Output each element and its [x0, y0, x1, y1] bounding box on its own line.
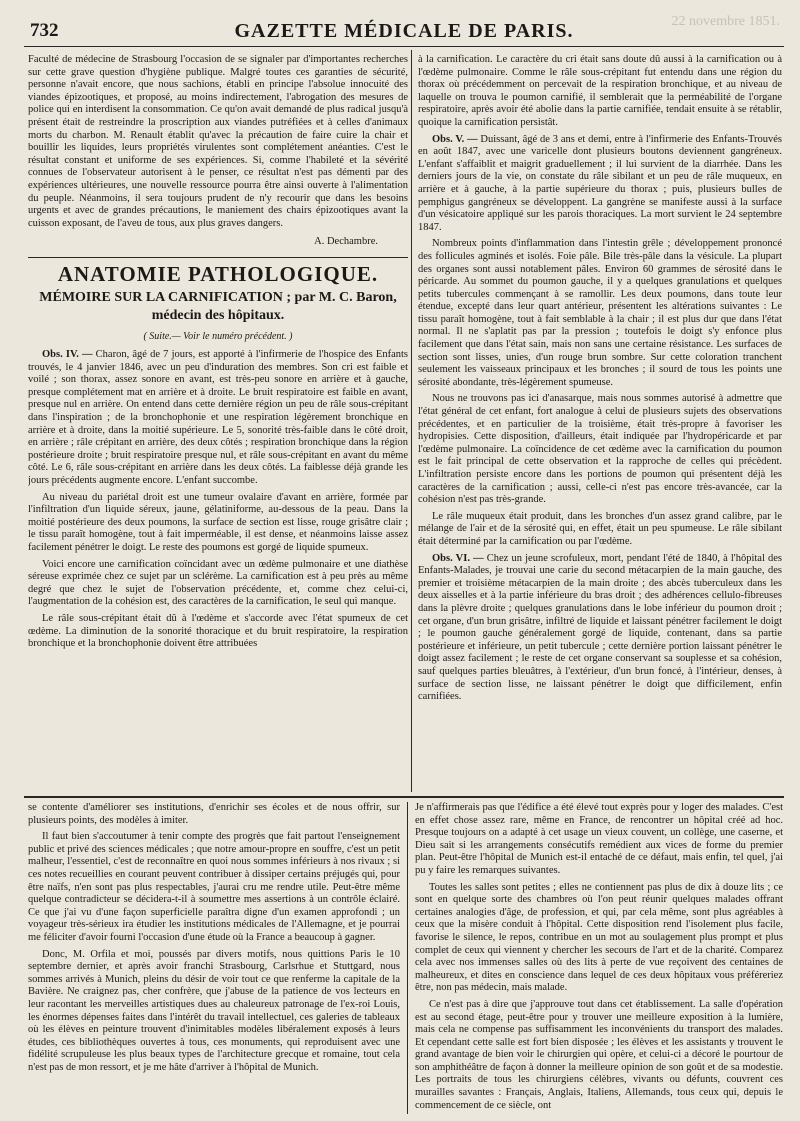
continuation-note: ( Suite.— Voir le numéro précédent. ) [143, 330, 293, 342]
observation-text: Chez un jeune scrofuleux, mort, pendant l'été de 1840, à l'hôpital des Enfants-Malades, je trouvai une carie du second métacarpien de la main gauche, des premier et troisième métacarpien de la main droite ; des abcès tuberculeux dans les deux aisselles et à la partie inférieure du bras droit ; des adhérences cellulo-fibreuses dans la plèvre droite ; quelques granulations dans le lobe inférieur du poumon droit ; cet organe, d'un brun grisâtre, infiltré de liquide et laissant pénétrer facilement le doigt ; le poumon gauche généralement gorgé de liquide, contenant, dans sa partie postérieure et inférieure, un petit tubercule ; cette dernière portion laissant pénétrer le doigt assez facilement ; le reste de cet organe conservant sa souplesse et sa cohésion, sauf quelques parties bleuâtres, à l'extérieur, d'un brun foncé, à l'intérieur, denses, à surface de section lisse, ne laissant pénétrer le doigt que difficilement, enfin carnifiées. [418, 552, 782, 703]
observation-label: Obs. V. — [432, 133, 478, 145]
paragraph: Toutes les salles sont petites ; elles ne contiennent pas plus de dix à douze lits ; ce sont en quelque sorte des chambres où l'on peut réunir quelques malades offrant certaines analogies d'âge, de profession, et qui, par cela même, sont plus agréables à ceux que la misère conduit à l'hôpital. Cette disposition rend l'isolement plus facile, favorise le silence, le repos, contribue en un mot au soulagement plus prompt et plus complet de ceux qui viennent y chercher les secours de l'art et de la charité. Comparez cela avec nos immenses salles où des lits à perte de vue reçoivent des centaines de malheureux, et dites en conscience dans lequel de ces deux hôpitaux vous préféreriez être, non pas médecin, mais malade. [415, 881, 783, 994]
paragraph: Nombreux points d'inflammation dans l'intestin grêle ; développement prononcé des follicules agminés et isolés. Foie pâle. Bile très-pâle dans la vésicule. La plupart des organes sont aussi notablement pâles. Environ 60 grammes de sérosité dans le péricarde. Au sommet du poumon gauche, il y a quelques granulations et quelques petits tubercules commençant à se ramollir. Les deux poumons, dans toute leur étendue, excepté dans leur quart antérieur, présentent les altérations suivantes : Le tissu paraît homogène, tout à fait semblable à la chair ; il est plus dur que dans l'état normal. Il ne s'aplatit pas par la pression ; toutefois le doigt s'y enfonce plus facilement que dans l'état sain, mais non sans une certaine résistance. Les surfaces de section sont lisses, unies, d'un rouge brun sombre. Sur cette coloration tranchent seulement les vaisseaux principaux et les bronches ; il sourd de tous les points une sérosité abondante, très-légèrement spumeuse. [418, 238, 782, 388]
column-top-right [418, 54, 782, 794]
column-divider-bottom [407, 802, 408, 1114]
observation-paragraph [418, 134, 782, 235]
column-divider-top [411, 50, 412, 792]
paragraph: Au niveau du pariétal droit est une tumeur ovalaire d'avant en arrière, formée par l'infiltration d'un liquide séreux, jaune, gélatiniforme, au-dessous de la peau. Dans la moitié postérieure des deux poumons, la surface de section est lisse, rouge grisâtre clair ; le tissu paraît homogène, tout à fait imperméable, il est dense, et néanmoins laisse assez facilement pénétrer le doigt. Le reste des poumons est gorgé de liquide spumeux. [28, 491, 408, 553]
paragraph: Faculté de médecine de Strasbourg l'occasion de se signaler par d'importantes recherches sur cette grave question d'hygiène publique. Malgré toutes ces garanties de sécurité, personne n'avait encore, que nous sachions, établi en principe l'absolue innocuité des viandes épizootiques, et proposé, au moins indirectement, l'abrogation des mesures de police qui en interdisent la consommation. Ce qu'on avait demandé de plus radical jusqu'à présent était de restreindre la proscription aux viandes putréfiées et à celles d'animaux morts du charbon. M. Renault établit qu'avec la précaution de faire cuire la chair et bouillir les liquides, leurs propriétés virulentes sont complétement anéanties. C'est le résultat constant et uniforme de ses expériences. Si, comme l'habileté et la sévérité connues de l'observateur autorisent à le penser, ce résultat n'est pas démenti par des expériences ultérieures, une nouvelle ressource pourra être ainsi ouverte à l'alimentation du peuple. Néanmoins, il sera toujours prudent de n'y recourir que dans les besoins urgents et avec de grandes précautions, le maniement des chairs épizootiques avant la cuisson exposant, de l'aveu de tous, aux plus graves dangers. [28, 54, 408, 229]
paragraph: Nous ne trouvons pas ici d'anasarque, mais nous sommes autorisé à admettre que l'état général de cet enfant, fort analogue à celui de plusieurs sujets des observations précédentes, et en particulier de la troisième, était très-propre à favoriser les hydropisies. Cette disposition, d'ailleurs, était indiquée par l'hydropéricarde et par l'œdème pulmonaire. La coïncidence de cet œdème avec la carnification du poumon est le fait principal de cette observation et la rapproche de celles qui précèdent. L'infiltration persiste encore dans les portions de poumon qui présentent déjà les caractères de la carnification ; aussi, celle-ci n'est pas encore très-avancée, car la cohésion n'est pas très-grande. [418, 393, 782, 506]
paragraph: Voici encore une carnification coïncidant avec un œdème pulmonaire et une diathèse séreuse exprimée chez ce sujet par un sclérème. La carnification est à peu près au même degré que chez le sujet de l'observation précédente, et, comme chez celui-ci, l'augmentation de la cohésion est, des caractères de la carnification, le seul qui manque. [28, 558, 408, 608]
paragraph: Le râle muqueux était produit, dans les bronches d'un assez grand calibre, par le mélange de l'air et de la sérosité qui, en effet, était un peu spumeuse. Le râle sibilant était déterminé par la carnification ou par l'œdème. [418, 510, 782, 547]
paragraph: Ce n'est pas à dire que j'approuve tout dans cet établissement. La salle d'opération est au second étage, peut-être pour y trouver une meilleure exposition à la lumière, mais cela ne compense pas suffisamment les inconvénients du transport des malades. Et cependant cette salle est fort bien disposée ; les élèves et les assistants y trouvent le grand avantage de bien voir le chirurgien qui opère, et celui-ci a décoré le pourtour de son amphithéâtre de façon à donner la meilleure opinion de son goût et de sa modestie. Les portraits de tous les chirurgiens célèbres, vivants ou défunts, couvrent ces murailles savantes : Français, Anglais, Italiens, Allemands, tous ceux qui, depuis le commencement de ce siècle, ont [415, 998, 783, 1111]
page-number: 732 [30, 20, 59, 41]
column-bottom-right [415, 802, 783, 1117]
author-signature: A. Dechambre. [314, 236, 378, 248]
paragraph: à la carnification. Le caractère du cri était sans doute dû aussi à la carnification ou à l'œdème pulmonaire. Comme le râle sous-crépitant fut entendu dans une région du thorax où précédemment on percevait de la respiration bronchique, et au niveau de laquelle on trouva le poumon carnifié, il semblerait que la perméabilité de l'organe respiratoire, après avoir été abolie dans la partie carnifiée, tendait ensuite à se rétablir, quoique la carnification persistât. [418, 54, 782, 128]
observation-label: Obs. VI. — [432, 552, 484, 564]
paragraph: se contente d'améliorer ses institutions, d'enrichir ses écoles et de nous offrir, sur plusieurs points, des modèles à imiter. [28, 802, 400, 826]
journal-title: GAZETTE MÉDICALE DE PARIS. [234, 20, 574, 42]
observation-paragraph [28, 349, 408, 488]
bleed-through-text: 22 novembre 1851. [671, 14, 780, 29]
page-header [24, 12, 784, 47]
paragraph: Je n'affirmerais pas que l'édifice a été élevé tout exprès pour y loger des malades. C'est en effet chose assez rare, même en France, de rencontrer un hôpital créé ad hoc. Presque toujours on a adapté à cet usage un vieux couvent, un collège, une caserne, et Dieu sait si les arrangements consécutifs remédient aux vices de forme du premier plan. Peut-être l'hôpital de Munich est-il entaché de ce défaut, mais enfin, tel quel, j'ai pu y faire les remarques suivantes. [415, 802, 783, 876]
observation-text: Duissant, âgé de 3 ans et demi, entre à l'infirmerie des Enfants-Trouvés en août 1847, avec une varicelle dont plusieurs boutons deviennent gangréneux. L'enfant s'affaiblit et maigrit graduellement ; il lui survient de la diarrhée. Dans les derniers jours de la vie, on constate du râle sibilant et un peu de râle muqueux, en arrière et à gauche, à la partie supérieure du thorax ; puis, plusieurs bulles de pemphigus gangréneux se développent. La gangrène se manifeste aussi à la surface d'un vésicatoire appliqué sur les parois thoraciques. La mort survient le 24 septembre 1847. [418, 133, 782, 233]
memoir-title [28, 289, 408, 325]
column-bottom-left [28, 802, 400, 1117]
observation-paragraph [418, 553, 782, 704]
section-title: ANATOMIE PATHOLOGIQUE. [57, 261, 379, 286]
column-top-left [28, 54, 408, 794]
paragraph: Donc, M. Orfila et moi, poussés par divers motifs, nous quittions Paris le 10 septembre dernier, et après avoir franchi Strasbourg, Carlsrhue et Stuttgard, nous sommes arrivés à Munich, pleins du désir de voir tout ce que renferme la capitale de la Bavière. Ne craignez pas, cher confrère, que j'abuse de la patience de vos lecteurs en leur racontant les merveilles artistiques dues au chaleureux patronage de l'ex-roi Louis, les énormes dépenses faites dans l'intérêt du travail intellectuel, ces galeries de tableaux où les élèves en peinture trouvent d'inimitables modèles libéralement exposés à leurs études, ces bibliothèques ouvertes à tous, ces monuments, qui reproduisent avec une fidélité scrupuleuse les plus beaux types de l'architecture grecque et romaine, tout cela n'est pas de mon ressort, et je me hâte d'arriver à l'hôpital de Munich. [28, 948, 400, 1073]
memoir-title-line-1: MÉMOIRE SUR LA CARNIFICATION ; par M. C. Baron, [39, 289, 397, 305]
rule [28, 257, 408, 258]
paragraph: Il faut bien s'accoutumer à tenir compte des progrès que fait partout l'enseignement public et privé des sciences médicales ; que notre amour-propre en souffre, c'est un petit malheur, l'essentiel, c'est de reconnaître en quoi nous sommes inférieurs à nos rivaux ; si ces notes recueillies en courant peuvent contribuer à dissiper certains préjugés qui, pour être naïfs, n'en sont pas plus respectables, j'aurai cru me rendre utile. Peut-être même quelque contradicteur se décidera-t-il à soumettre mes assertions à un contrôle éclairé. Ce que j'ai vu d'une façon superficielle paraîtra digne d'un examen approfondi ; un voyageur très-sérieux ira étudier les institutions médicales de l'Allemagne, et je pourrai me féliciter d'avoir fourni l'occasion d'une étude où la France a beaucoup à gagner. [28, 831, 400, 943]
paragraph: Le râle sous-crépitant était dû à l'œdème et s'accorde avec l'état spumeux de cet œdème. La diminution de la sonorité thoracique et du bruit respiratoire, la respiration bronchique et la bronchophonie doivent être attribuées [28, 612, 408, 650]
section-divider [24, 796, 784, 798]
memoir-title-line-2: médecin des hôpitaux. [151, 307, 285, 323]
observation-text: Charon, âgé de 7 jours, est apporté à l'infirmerie de l'hospice des Enfants trouvés, le 4 janvier 1846, avec un peu d'induration des membres. Son cri est faible et voilé ; son thorax, assez sonore en avant, est très-peu sonore en arrière et à gauche, presque complétement mat en arrière et à droite. Le bruit respiratoire est faible en avant, presque nul en arrière. On entend dans cette dernière région un peu de râle sous-crépitant dans l'inspiration ; de la bronchophonie et une respiration légèrement bronchique en arrière et à droite, dans la moitié supérieure. Le 5, sonorité très-faible dans le côté droit, en arrière ; râle crépitant en arrière, des deux côtés ; respiration bronchique dans la région postérieure droite ; bruit respiratoire presque nul, et râle sous-crépitant en avant du même côté. Le 6, râle sous-crépitant en arrière dans les deux côtés. La faiblesse déjà grande les jours précédents augmente encore. L'enfant succombe. [28, 349, 408, 487]
observation-label: Obs. IV. — [42, 349, 93, 361]
